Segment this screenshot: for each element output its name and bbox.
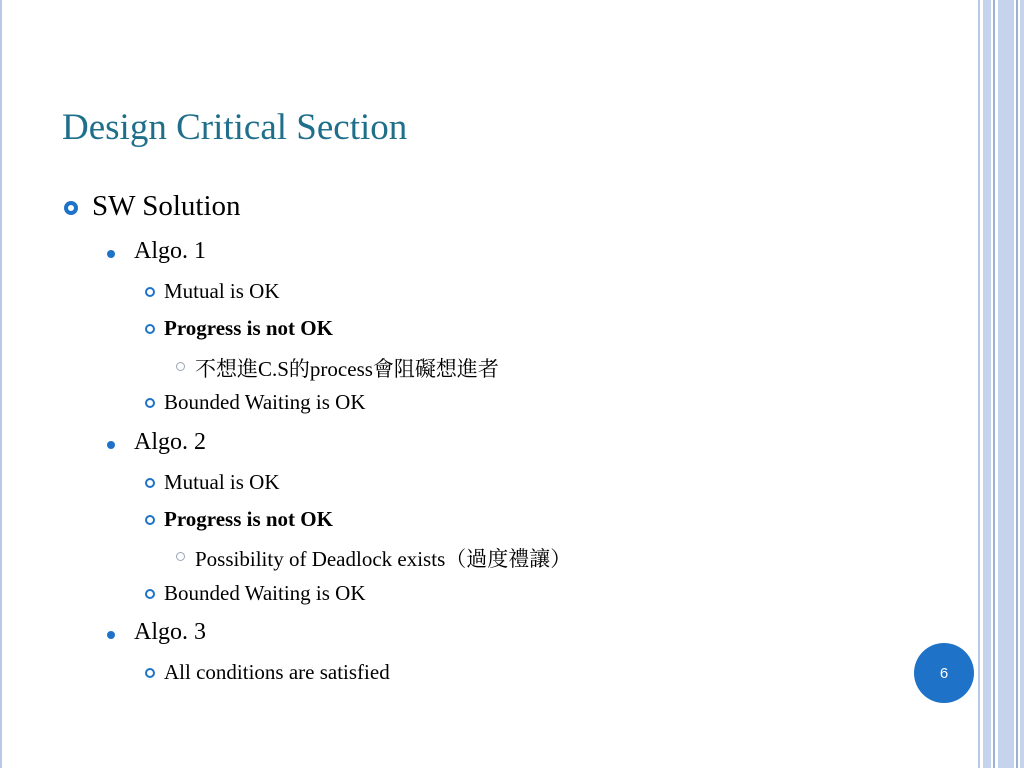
ring-bullet-icon xyxy=(145,589,155,599)
algo2-progress-note: Possibility of Deadlock exists（過度禮讓） xyxy=(195,547,572,571)
ring-bullet-icon xyxy=(145,515,155,525)
algo2-mutual: Mutual is OK xyxy=(164,470,280,494)
dot-bullet-icon xyxy=(107,441,115,449)
ring-bullet-icon xyxy=(145,324,155,334)
algo3-conditions: All conditions are satisfied xyxy=(164,660,390,684)
ring-bullet-icon xyxy=(145,668,155,678)
ring-bullet-icon xyxy=(176,552,185,561)
right-border-stripe xyxy=(1020,0,1024,768)
algo1-progress-note: 不想進C.S的process會阻礙想進者 xyxy=(195,357,499,381)
algo1-mutual: Mutual is OK xyxy=(164,279,280,303)
bullet-sw-solution: SW Solution xyxy=(92,190,241,222)
right-border-stripe xyxy=(983,0,991,768)
left-border-line xyxy=(0,0,2,768)
ring-bullet-icon xyxy=(145,398,155,408)
ring-bullet-icon xyxy=(64,201,78,215)
slide-title: Design Critical Section xyxy=(62,107,408,148)
algo2-progress: Progress is not OK xyxy=(164,507,333,531)
right-border-stripe xyxy=(1016,0,1018,768)
algo1-progress: Progress is not OK xyxy=(164,316,333,340)
bullet-algo2: Algo. 2 xyxy=(134,429,206,455)
bullet-algo3: Algo. 3 xyxy=(134,619,206,645)
bullet-algo1: Algo. 1 xyxy=(134,238,206,264)
ring-bullet-icon xyxy=(176,362,185,371)
algo1-bounded: Bounded Waiting is OK xyxy=(164,390,366,414)
page-number-badge: 6 xyxy=(914,643,974,703)
dot-bullet-icon xyxy=(107,631,115,639)
algo2-bounded: Bounded Waiting is OK xyxy=(164,581,366,605)
ring-bullet-icon xyxy=(145,287,155,297)
right-border-stripe xyxy=(978,0,980,768)
ring-bullet-icon xyxy=(145,478,155,488)
right-border-stripe xyxy=(993,0,995,768)
dot-bullet-icon xyxy=(107,250,115,258)
right-border-stripe xyxy=(998,0,1014,768)
